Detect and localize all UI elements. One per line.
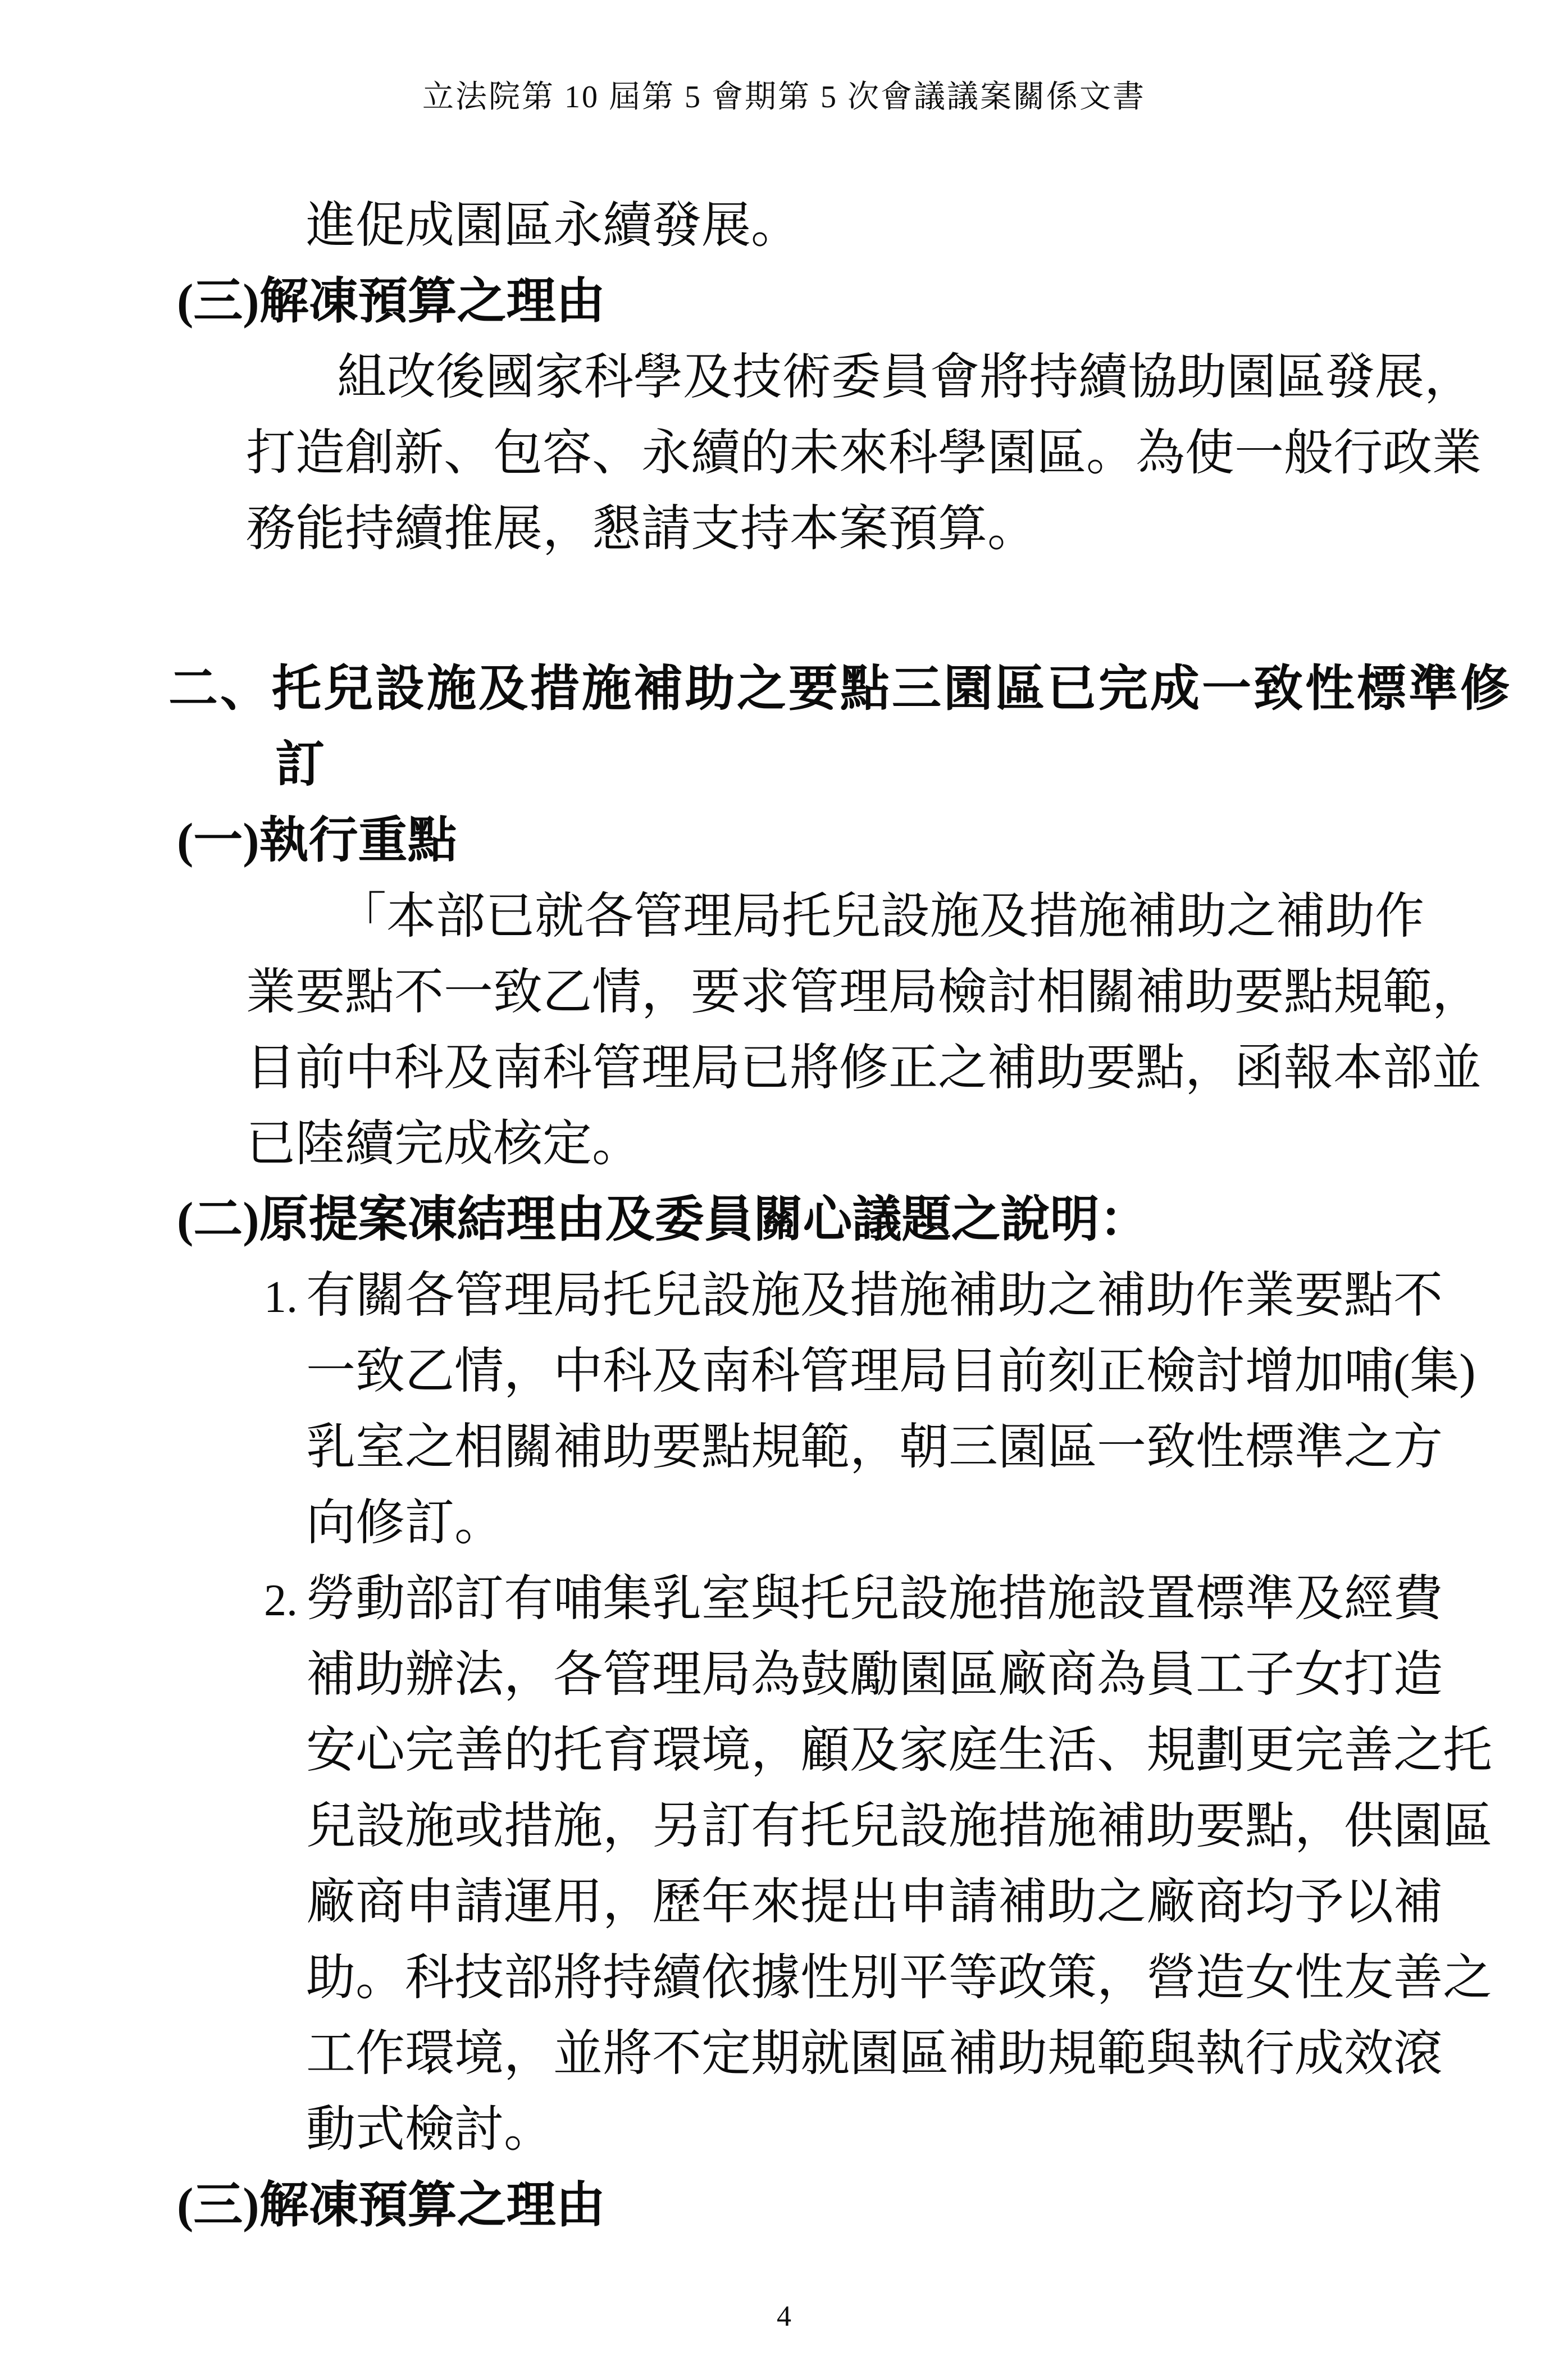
paragraph-line <box>246 1031 1568 1106</box>
list-marker: 2. <box>264 1576 298 1625</box>
line-text: 安心完善的托育環境，顧及家庭生活、規劃更完善之托 <box>306 1724 1493 1778</box>
line-text: 組改後國家科學及技術委員會將持續協助園區發展， <box>337 350 1474 405</box>
line-text: 乳室之相關補助要點規範，朝三園區一致性標準之方 <box>306 1420 1443 1475</box>
numbered-item-line <box>306 1789 1568 1865</box>
line-text: 兒設施或措施，另訂有托兒設施措施補助要點，供園區 <box>306 1799 1493 1854</box>
line-text: 業要點不一致乙情，要求管理局檢討相關補助要點規範， <box>246 965 1482 1020</box>
line-text: 二、托兒設施及措施補助之要點三園區已完成一致性標準修 <box>168 662 1512 717</box>
paragraph-line <box>246 491 1568 567</box>
numbered-item-line <box>264 1561 1568 1637</box>
line-text: 有關各管理局托兒設施及措施補助之補助作業要點不 <box>306 1269 1443 1323</box>
subsection-heading <box>177 264 1568 340</box>
subsection-heading <box>177 2168 1568 2244</box>
line-text: 廠商申請運用，歷年來提出申請補助之廠商均予以補 <box>306 1875 1443 1930</box>
line-text: 務能持續推展，懇請支持本案預算。 <box>246 502 1037 557</box>
numbered-item-line <box>306 2092 1568 2168</box>
numbered-item-line <box>306 188 1568 264</box>
line-text: 工作環境，並將不定期就園區補助規範與執行成效滾 <box>306 2027 1443 2081</box>
line-text: 動式檢討。 <box>306 2103 554 2157</box>
line-text: (二)原提案凍結理由及委員關心議題之說明： <box>177 1193 1149 1247</box>
line-text: 目前中科及南科管理局已將修正之補助要點，函報本部並 <box>246 1041 1482 1096</box>
page-number: 4 <box>777 2300 791 2332</box>
paragraph-line <box>246 1106 1568 1182</box>
paragraph-line <box>337 340 1568 416</box>
line-text: 「本部已就各管理局托兒設施及措施補助之補助作 <box>337 890 1425 944</box>
document-body <box>0 188 1568 2244</box>
document-header: 立法院第 10 屆第 5 會期第 5 次會議議案關係文書 <box>422 80 1146 115</box>
numbered-item-line <box>306 1940 1568 2016</box>
line-text: (三)解凍預算之理由 <box>177 2179 605 2233</box>
section-heading-continuation <box>275 727 1568 803</box>
line-text: 向修訂。 <box>306 1496 504 1551</box>
line-text: 進促成園區永續發展。 <box>306 199 801 253</box>
numbered-item-line <box>306 1865 1568 1940</box>
subsection-heading <box>177 1182 1568 1258</box>
line-text: (一)執行重點 <box>177 814 457 868</box>
section-heading <box>168 651 1568 727</box>
list-marker: 1. <box>264 1273 298 1322</box>
numbered-item-line <box>306 1486 1568 1561</box>
numbered-item-line <box>306 1637 1568 1713</box>
paragraph-line <box>337 879 1568 955</box>
line-text: 打造創新、包容、永續的未來科學園區。為使一般行政業 <box>246 426 1482 481</box>
numbered-item-line <box>306 1713 1568 1789</box>
line-text: 勞動部訂有哺集乳室與托兒設施措施設置標準及經費 <box>306 1572 1443 1626</box>
numbered-item-line <box>306 1410 1568 1486</box>
numbered-item-line <box>306 2016 1568 2092</box>
line-text: 已陸續完成核定。 <box>246 1117 642 1172</box>
line-text: 訂 <box>275 738 325 792</box>
line-text: 一致乙情，中科及南科管理局目前刻正檢討增加哺(集) <box>306 1345 1476 1399</box>
line-text: (三)解凍預算之理由 <box>177 275 605 329</box>
paragraph-line <box>246 416 1568 491</box>
subsection-heading <box>177 803 1568 879</box>
line-text: 補助辦法，各管理局為鼓勵園區廠商為員工子女打造 <box>306 1648 1443 1702</box>
numbered-item-line <box>306 1334 1568 1410</box>
numbered-item-line <box>264 1258 1568 1334</box>
line-text: 助。科技部將持續依據性別平等政策，營造女性友善之 <box>306 1951 1493 2006</box>
paragraph-line <box>246 955 1568 1031</box>
